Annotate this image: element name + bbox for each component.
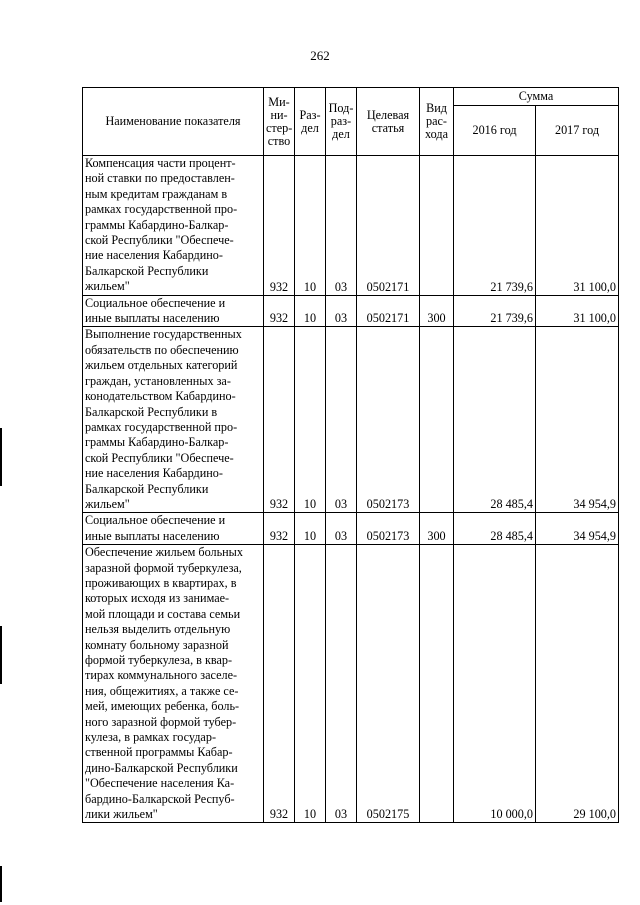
row-expense-type: 300 bbox=[420, 295, 454, 327]
scan-margin-mark bbox=[0, 428, 2, 486]
row-subsection: 03 bbox=[326, 327, 357, 513]
row-subsection: 03 bbox=[326, 156, 357, 296]
header-sum: Сумма bbox=[454, 88, 619, 106]
row-section: 10 bbox=[295, 327, 326, 513]
row-ministry: 932 bbox=[264, 156, 295, 296]
row-name: Выполнение государственных обязательств по обеспечению жильем отдельных категорий граждан, установленных за- конодательством Кабардино- Балкарской Республики в рамках государственной про- граммы Кабардино-Балкар- ской Республики "Обеспече- ние населения Кабардино- Балкарской Республики жильем" bbox=[83, 327, 264, 513]
header-target: Целевая статья bbox=[357, 88, 420, 156]
row-target: 0502173 bbox=[357, 327, 420, 513]
row-name: Компенсация части процент- ной ставки по предоставлен- ным кредитам гражданам в рамках государственной про- граммы Кабардино-Балкар- ской Республики "Обеспече- ние населения Кабардино- Балкарской Республики жильем" bbox=[83, 156, 264, 296]
budget-table bbox=[82, 87, 619, 823]
row-subsection: 03 bbox=[326, 545, 357, 823]
row-2016: 28 485,4 bbox=[454, 513, 536, 545]
row-target: 0502171 bbox=[357, 295, 420, 327]
row-ministry: 932 bbox=[264, 513, 295, 545]
row-section: 10 bbox=[295, 545, 326, 823]
table-row bbox=[83, 545, 619, 823]
row-expense-type bbox=[420, 545, 454, 823]
row-2016: 10 000,0 bbox=[454, 545, 536, 823]
table-row bbox=[83, 513, 619, 545]
row-name: Социальное обеспечение и иные выплаты населению bbox=[83, 513, 264, 545]
scan-margin-mark bbox=[0, 866, 2, 902]
row-2017: 34 954,9 bbox=[536, 327, 619, 513]
row-2017: 29 100,0 bbox=[536, 545, 619, 823]
header-name: Наименование показателя bbox=[83, 88, 264, 156]
row-2016: 21 739,6 bbox=[454, 295, 536, 327]
row-ministry: 932 bbox=[264, 327, 295, 513]
header-expense-type: Вид рас- хода bbox=[420, 88, 454, 156]
header-section: Раз- дел bbox=[295, 88, 326, 156]
table-row bbox=[83, 295, 619, 327]
row-2017: 31 100,0 bbox=[536, 295, 619, 327]
row-expense-type bbox=[420, 327, 454, 513]
header-ministry: Ми- ни- стер- ство bbox=[264, 88, 295, 156]
row-expense-type: 300 bbox=[420, 513, 454, 545]
row-2017: 31 100,0 bbox=[536, 156, 619, 296]
row-section: 10 bbox=[295, 156, 326, 296]
header-year-2016: 2016 год bbox=[454, 106, 536, 156]
header-subsection: Под- раз- дел bbox=[326, 88, 357, 156]
row-2016: 21 739,6 bbox=[454, 156, 536, 296]
row-2016: 28 485,4 bbox=[454, 327, 536, 513]
table-row bbox=[83, 327, 619, 513]
row-expense-type bbox=[420, 156, 454, 296]
page-number: 262 bbox=[310, 48, 330, 63]
row-subsection: 03 bbox=[326, 295, 357, 327]
row-section: 10 bbox=[295, 513, 326, 545]
row-section: 10 bbox=[295, 295, 326, 327]
row-name: Обеспечение жильем больных заразной формой туберкулеза, проживающих в квартирах, в которых исходя из занимае- мой площади и состава семьи нельзя выделить отдельную комнату больному заразной формой туберкулеза, в квар- тирах коммунального заселе- ния, общежитиях, а также се- мей, имеющих ребенка, боль- ного заразной формой тубер- кулеза, в рамках государ- ственной программы Кабар- дино-Балкарской Республики "Обеспечение населения Ка- бардино-Балкарской Респуб- лики жильем" bbox=[83, 545, 264, 823]
row-ministry: 932 bbox=[264, 295, 295, 327]
row-2017: 34 954,9 bbox=[536, 513, 619, 545]
row-target: 0502173 bbox=[357, 513, 420, 545]
row-ministry: 932 bbox=[264, 545, 295, 823]
row-target: 0502175 bbox=[357, 545, 420, 823]
row-target: 0502171 bbox=[357, 156, 420, 296]
scan-margin-mark bbox=[0, 626, 2, 684]
header-year-2017: 2017 год bbox=[536, 106, 619, 156]
table-row bbox=[83, 156, 619, 296]
row-name: Социальное обеспечение и иные выплаты населению bbox=[83, 295, 264, 327]
row-subsection: 03 bbox=[326, 513, 357, 545]
